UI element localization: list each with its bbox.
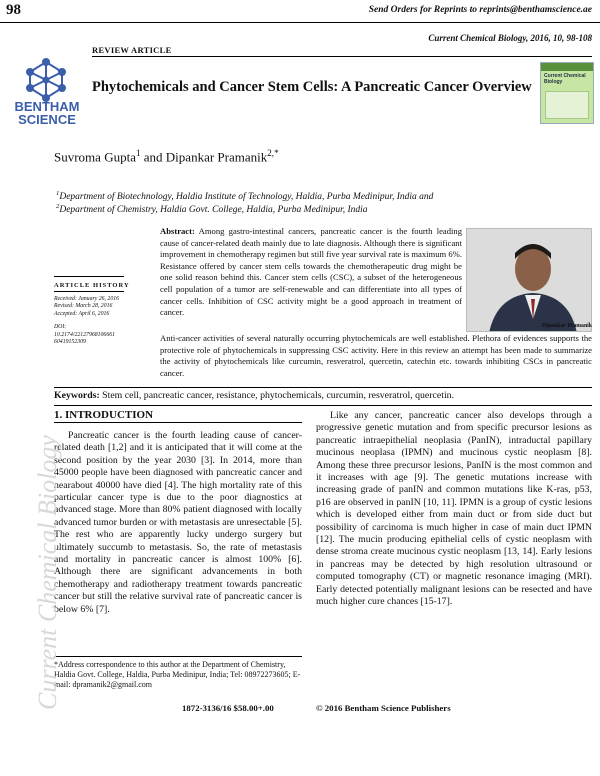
affiliation-marker: 2 [56,203,60,210]
cover-journal-title: Current Chemical Biology [544,73,586,85]
affiliation-2 [56,203,368,215]
section-heading: 1. INTRODUCTION [54,409,154,421]
author-portrait [466,228,592,332]
affiliation-1 [56,190,433,202]
author-list [54,148,279,165]
correspondence-note: *Address correspondence to this author at the Department of Chemistry, Haldia Govt. College, Haldia, Purba Medinipur, India; Tel: 08972273605; E-mail: dpramanik2@gmail.com [54,660,301,689]
abstract-part-1 [160,226,462,319]
keywords-label: Keywords: [54,390,100,401]
portrait-image [467,229,592,332]
sidebar-journal-watermark: Current Chemical Biology [33,435,62,710]
history-rule [54,291,124,292]
intro-right-column: Like any cancer, pancreatic cancer also develops through a progressive genetic mutation and from specific precursor lesions as pancreatic intraepithelial neoplasia (PanIN), intraductal papillary mucinous neoplasa (IPMN) and mucinous cystic neoplasm [8]. Among these three precursor lesions, PanIN is the most common and it increases with age [9]. The genetic mutations increase with increasing grade of panIN and common mutations like K-ras, p53, p16 are observed in panIN [10, 11]. IPMN is a group of cystic lesions which is developed either from main duct or from side duct but possibility of carcinoma is much higher in case of main duct IPMN [12]. The mucin producing epithelial cells of cystic neoplasm with dense stroma create mucinous cystic neoplasm [13, 14]. Early lesions in pancreas may be detected by high resolution ultrasound or computed tomography (CT) or magnetic resonance imaging (MRI). Early detected potentially malignant lesions can be resected and have much higher cure chances [15-17]. [316,410,592,608]
copyright-notice: © 2016 Bentham Science Publishers [316,703,451,713]
revised-date: Revised: March 28, 2016 [54,303,113,310]
author-name: Dipankar Pramanik [165,149,268,165]
affiliation-text: Department of Biotechnology, Haldia Institute of Technology, Haldia, Purba Medinipur, India and [59,192,434,203]
article-history-dates [54,296,134,346]
keywords-text: Stem cell, pancreatic cancer, resistance, phytochemicals, curcumin, resveratrol, quercetin. [99,390,455,401]
received-date: Received: January 26, 2016 [54,296,120,302]
portrait-caption: Dipankar Pramanik [542,323,592,329]
publisher-logo-text: BENTHAM SCIENCE [14,99,80,127]
article-title: Phytochemicals and Cancer Stem Cells: A Pancreatic Cancer Overview [92,79,532,95]
history-rule [54,276,124,277]
article-history-heading: ARTICLE HISTORY [54,282,130,289]
doi-label: DOI: [54,324,67,331]
abstract-label: Abstract: [160,226,195,236]
journal-citation: Current Chemical Biology, 2016, 10, 98-108 [428,33,592,43]
journal-cover-thumbnail [540,62,594,124]
header-rule [0,22,600,23]
article-type-rule [92,56,592,57]
keywords-rule-bottom [54,405,592,406]
doi-link[interactable]: 10.2174/2212796810666160419152309 [54,331,116,346]
correspondence-rule [54,656,302,657]
author-name: Suvroma Gupta [54,149,136,165]
page-number: 98 [6,2,21,18]
article-type: REVIEW ARTICLE [92,45,172,55]
intro-left-column: Pancreatic cancer is the fourth leading cause of cancer-related death [1,2] and it is anticipated that it will come at the second position by the year 2030 [3]. In 2014, more than 45000 people have been diagnosed with pancreatic cancer and nearabout 40000 have died [4]. The high mortality rate of this particular cancer type is due to the poor diagnostics at advanced stage. More than 80% patient diagnosed with locally advanced tumor burden or with metastasis are unresectable [5]. The rest who are apparently lucky undergo surgery but ultimately succumb to metastasis. So, the rate of metastasis and mortality in pancreatic cancer is almost 100% [6]. Although there are significant advancements in both chemotherapy and radiotherapy treatment towards pancreatic cancer but still the relative survival rate of pancreatic cancer is below 6% [7]. [54,430,302,615]
author-affiliation-marker: 1 [135,148,141,158]
keywords-line [54,390,594,401]
accepted-date: Accepted: April 6, 2016 [54,310,110,317]
abstract-part-2: Anti-cancer activities of several naturally occurring phytochemicals are well established. Plethora of evidences supports the protective role of phytochemicals in suppressing CSC activity. Here in this review an attempt has been made to summarize the activity of phytochemicals like curcumin, resveratrol, quercetin, catechin etc. towards inhibiting CSCs in pancreatic cancer. [160,333,592,378]
author-conjunction: and [140,149,166,165]
reprints-notice: Send Orders for Reprints to reprints@benthamscience.ae [368,5,592,15]
section-heading-rule [54,422,302,423]
author-affiliation-marker: 2,* [267,148,279,158]
affiliation-marker: 1 [56,190,60,197]
affiliation-text: Department of Chemistry, Haldia Govt. College, Haldia, Purba Medinipur, India [59,205,368,216]
abstract-text: Among gastro-intestinal cancers, pancreatic cancer is the fourth leading cause of cancer-related death mainly due to late diagnosis. Although there is significant improvement in chemotherapy regimen but still five year survival rate is maximum 6%. Resistance offered by cancer stem cells towards the chemotherapeutic drug might be one solid reason behind this. Cancer stem cells (CSC), a subset of the heterogeneous cell population of a tumor are self-renewable and can differentiate into all types of cancer cells. Inhibition of CSC activity might be a good approach in treatment of cancer. [160,226,462,318]
keywords-rule-top [54,387,592,388]
issn-price: 1872-3136/16 $58.00+.00 [182,703,274,713]
bentham-molecule-logo [16,56,76,102]
